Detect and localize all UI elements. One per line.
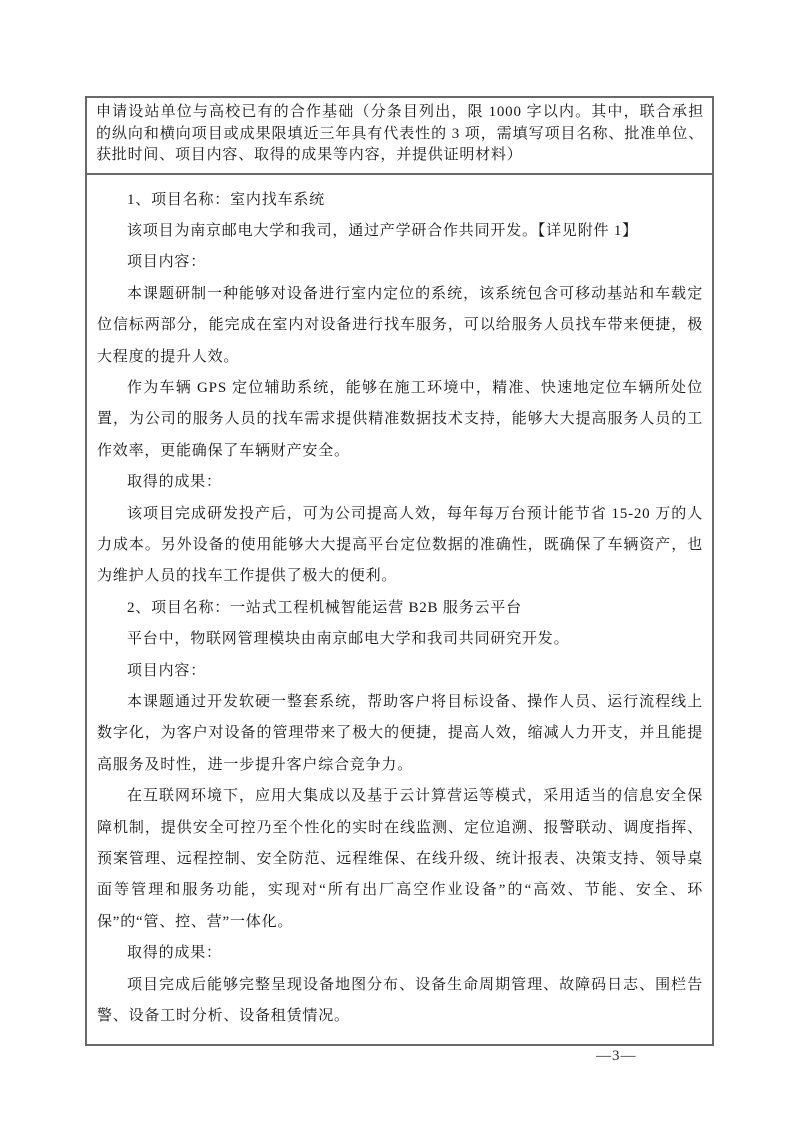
- paragraph: 项目完成后能够完整呈现设备地图分布、设备生命周期管理、故障码日志、围栏告警、设备工时分析、设备租赁情况。: [97, 976, 703, 1025]
- page-number: —3—: [596, 1048, 637, 1064]
- paragraph: 作为车辆 GPS 定位辅助系统，能够在施工环境中，精准、快速地定位车辆所处位置，为公司的服务人员的找车需求提供精准数据技术支持，能够大大提高服务人员的工作效率，更能确保了车辆财产安全。: [97, 379, 703, 459]
- paragraph: 1、项目名称：室内找车系统: [127, 191, 325, 208]
- paragraph: 项目内容：: [127, 662, 207, 679]
- paragraph: 在互联网环境下，应用大集成以及基于云计算营运等模式，采用适当的信息安全保障机制，提供安全可控乃至个性化的实时在线监测、定位追溯、报警联动、调度指挥、预案管理、远程控制、安全防范、远程维保、在线升级、统计报表、决策支持、领导桌面等管理和服务功能，实现对“所有出厂高空作业设备”的“高效、节能、安全、环保”的“管、控、营”一体化。: [97, 788, 703, 930]
- paragraph: 该项目完成研发投产后，可为公司提高人效，每年每万台预计能节省 15-20 万的人力成本。另外设备的使用能够大大提高平台定位数据的准确性，既确保了车辆资产，也为维护人员的找车工作提供了极大的便利。: [97, 505, 703, 585]
- paragraph: 本课题通过开发软硬一整套系统，帮助客户将目标设备、操作人员、运行流程线上数字化，为客户对设备的管理带来了极大的便捷，提高人效，缩减人力开支，并且能提高服务及时性，进一步提升客户综合竞争力。: [97, 694, 703, 773]
- cooperation-basis-form-cell: [85, 96, 714, 1046]
- paragraph: 本课题研制一种能够对设备进行室内定位的系统，该系统包含可移动基站和车载定位信标两部分，能完成在室内对设备进行找车服务，可以给服务人员找车带来便捷，极大程度的提升人效。: [97, 285, 703, 365]
- form-field-content: [87, 175, 712, 1045]
- paragraph: 平台中，物联网管理模块由南京邮电大学和我司共同研究开发。: [127, 631, 570, 648]
- paragraph: 取得的成果：: [127, 945, 222, 962]
- paragraph: 项目内容：: [127, 254, 207, 271]
- paragraph: 取得的成果：: [127, 474, 222, 491]
- paragraph: 2、项目名称：一站式工程机械智能运营 B2B 服务云平台: [127, 599, 522, 616]
- form-field-prompt: 申请设站单位与高校已有的合作基础（分条目列出，限 1000 字以内。其中，联合承担的纵向和横向项目或成果限填近三年具有代表性的 3 项，需填写项目名称、批准单位、获批时间、项目内容、取得的成果等内容，并提供证明材料）: [87, 98, 712, 175]
- paragraph: 该项目为南京邮电大学和我司，通过产学研合作共同开发。【详见附件 1】: [127, 222, 638, 239]
